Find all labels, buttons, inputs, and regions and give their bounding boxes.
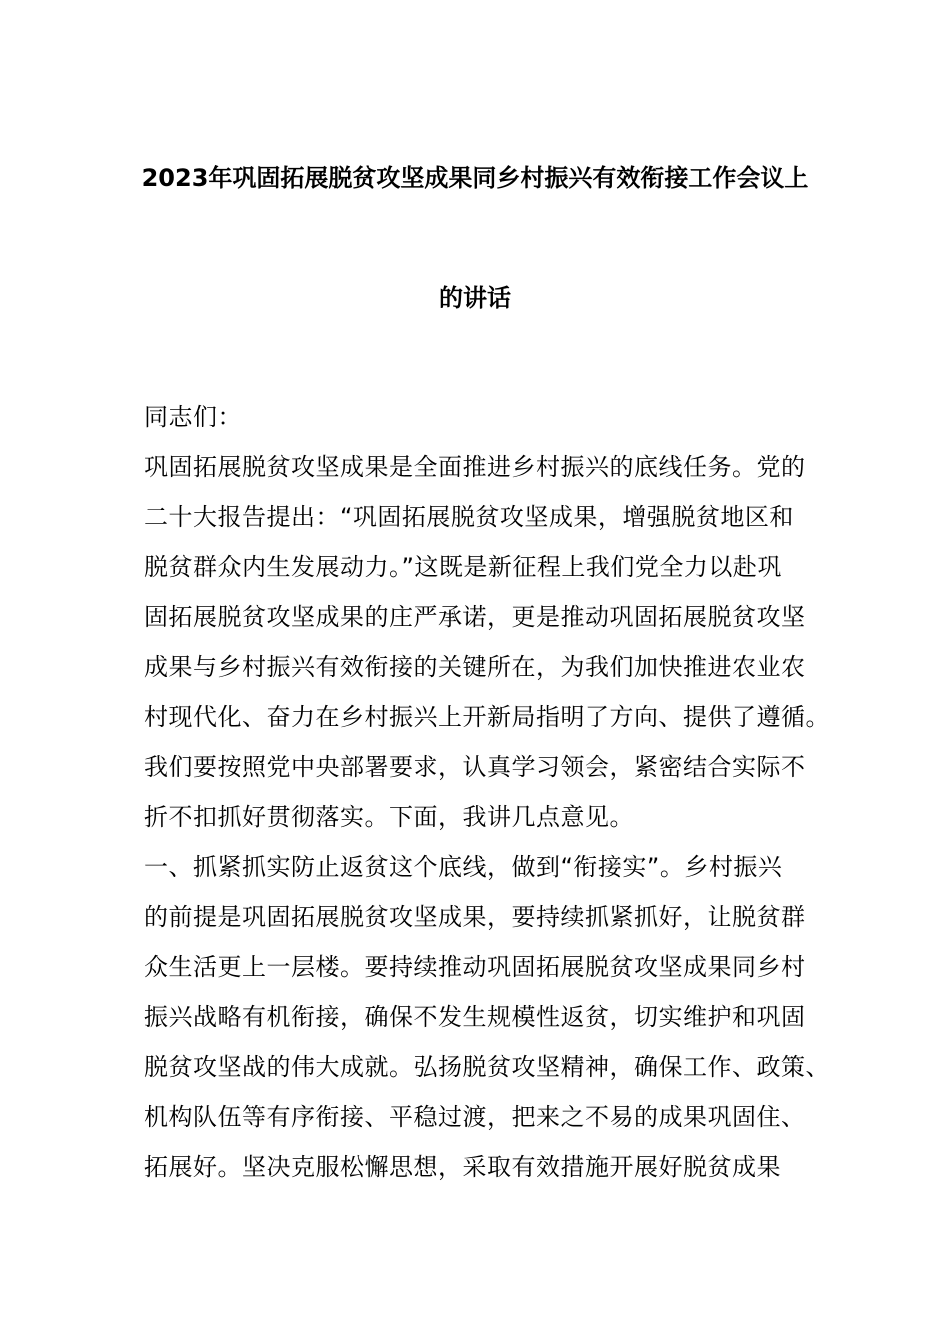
body-line: 振兴战略有机衔接，确保不发生规模性返贫，切实维护和巩固 bbox=[144, 1003, 806, 1031]
body-line: 脱贫攻坚战的伟大成就。弘扬脱贫攻坚精神，确保工作、政策、 bbox=[144, 1053, 830, 1081]
document-title-line-2: 的讲话 bbox=[439, 284, 511, 312]
body-line: 脱贫群众内生发展动力。”这既是新征程上我们党全力以赴巩 bbox=[144, 553, 782, 581]
body-line: 成果与乡村振兴有效衔接的关键所在，为我们加快推进农业农 bbox=[144, 653, 806, 681]
body-line: 折不扣抓好贯彻落实。下面，我讲几点意见。 bbox=[144, 803, 634, 831]
body-line: 我们要按照党中央部署要求，认真学习领会，紧密结合实际不 bbox=[144, 753, 806, 781]
body-line: 拓展好。坚决克服松懈思想，采取有效措施开展好脱贫成果 bbox=[144, 1153, 781, 1181]
document-title-line-1: 2023年巩固拓展脱贫攻坚成果同乡村振兴有效衔接工作会议上 bbox=[141, 164, 809, 192]
body-line: 村现代化、奋力在乡村振兴上开新局指明了方向、提供了遵循。 bbox=[144, 703, 830, 731]
body-line: 众生活更上一层楼。要持续推动巩固拓展脱贫攻坚成果同乡村 bbox=[144, 953, 806, 981]
salutation: 同志们： bbox=[144, 403, 242, 431]
body-line: 机构队伍等有序衔接、平稳过渡，把来之不易的成果巩固住、 bbox=[144, 1103, 806, 1131]
body-line: 二十大报告提出：“巩固拓展脱贫攻坚成果，增强脱贫地区和 bbox=[144, 503, 794, 531]
body-line: 固拓展脱贫攻坚成果的庄严承诺，更是推动巩固拓展脱贫攻坚 bbox=[144, 603, 806, 631]
section-heading-line: 一、抓紧抓实防止返贫这个底线，做到“衔接实”。乡村振兴 bbox=[144, 853, 783, 881]
body-line: 巩固拓展脱贫攻坚成果是全面推进乡村振兴的底线任务。党的 bbox=[144, 453, 806, 481]
body-line: 的前提是巩固拓展脱贫攻坚成果，要持续抓紧抓好，让脱贫群 bbox=[144, 903, 806, 931]
